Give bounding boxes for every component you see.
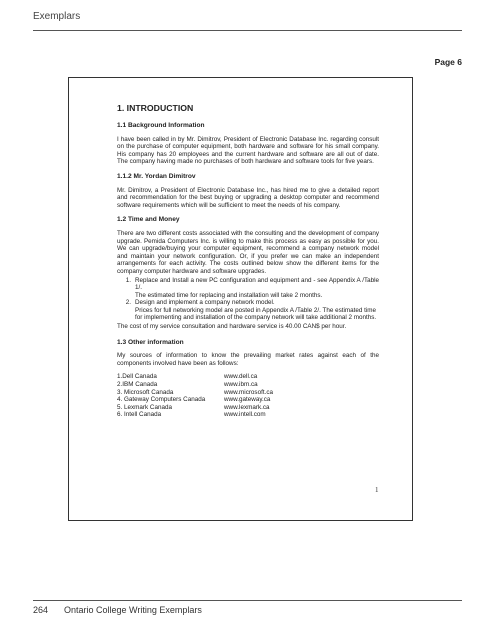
paragraph-other-info: My sources of information to know the prevailing market rates against each of the components involved have been as follows:: [117, 352, 379, 367]
list-item-number: 2.: [125, 299, 131, 307]
section-title-background: 1.1 Background Information: [117, 122, 205, 129]
cost-statement: The cost of my service consultation and hardware service is 40.00 CAN$ per hour.: [117, 323, 347, 331]
section-title-time-money: 1.2 Time and Money: [117, 216, 180, 224]
paragraph-dimitrov: Mr. Dimitrov, a President of Electronic Database Inc., has hired me to give a detailed report and recommendation for the best buying or upgrading a desktop computer and recommend software requirements which will be sufficient to meet the needs of his company.: [117, 186, 379, 209]
list-item: [117, 277, 379, 292]
document-body: [117, 103, 379, 419]
provider-name: 4. Gateway Computers Canada: [117, 396, 206, 404]
provider-name: 1.Dell Canada: [117, 373, 157, 381]
provider-url: www.microsoft.ca: [224, 388, 273, 396]
provider-name: 6. Intell Canada: [117, 411, 162, 419]
footer-title: Ontario College Writing Exemplars: [64, 605, 202, 615]
provider-url: www.dell.ca: [224, 373, 258, 381]
list-item-number: 1.: [125, 276, 131, 284]
document-heading: 1. INTRODUCTION: [117, 103, 194, 113]
list-item-detail: Prices for full networking model are posted in Appendix A /Table 2/. The estimated time for implementing and installation of the company network will take additional 2 months.: [135, 306, 377, 322]
provider-name: 5. Lexmark Canada: [117, 403, 172, 411]
list-item-text: Design and implement a company network model.: [135, 299, 275, 307]
provider-url: www.lexmark.ca: [224, 403, 270, 411]
provider-url: www.ibm.ca: [224, 381, 258, 389]
page-label: Page 6: [434, 57, 462, 67]
header-divider: [33, 30, 462, 31]
header-section-title: Exemplars: [33, 11, 81, 22]
footer-divider: [33, 600, 462, 601]
list-item: [117, 299, 379, 307]
section-title-other-info: 1.3 Other information: [117, 338, 184, 346]
provider-url: www.intell.com: [224, 411, 266, 419]
upgrade-list: [117, 277, 379, 323]
section-title-dimitrov: 1.1.2 Mr. Yordan Dimitrov: [117, 172, 196, 180]
paragraph-background: I have been called in by Mr. Dimitrov, President of Electronic Database Inc. regarding consult on the purchase of computer equipment, both hardware and software for his small company. His company has 20 employees and the current hardware and software are all out of date. The company having made no purchases of both hardware and software tools for five years.: [117, 135, 379, 166]
footer-page-number: 264: [33, 605, 49, 615]
paragraph-time-money: There are two different costs associated with the consulting and the development of company upgrade. Pemida Computers Inc. is willing to make this process as easy as possible for you. We can upgrade/buying your computer equipment, recommend a company network model and maintain your network configuration. Or, if you prefer we can make an independent arrangements for each activity. The costs outlined below show the different items for the company computer hardware and software upgrades.: [117, 229, 379, 275]
list-item-text: Replace and Install a new PC configuration and equipment and - see Appendix A /Table 1/.: [135, 276, 379, 292]
providers-table: [117, 373, 379, 419]
list-item-detail: The estimated time for replacing and installation will take 2 months.: [135, 291, 323, 299]
provider-url: www.gateway.ca: [224, 396, 271, 404]
inner-page-number: 1: [375, 486, 379, 494]
provider-name: 3. Microsoft Canada: [117, 388, 174, 396]
provider-name: 2.IBM Canada: [117, 381, 158, 389]
